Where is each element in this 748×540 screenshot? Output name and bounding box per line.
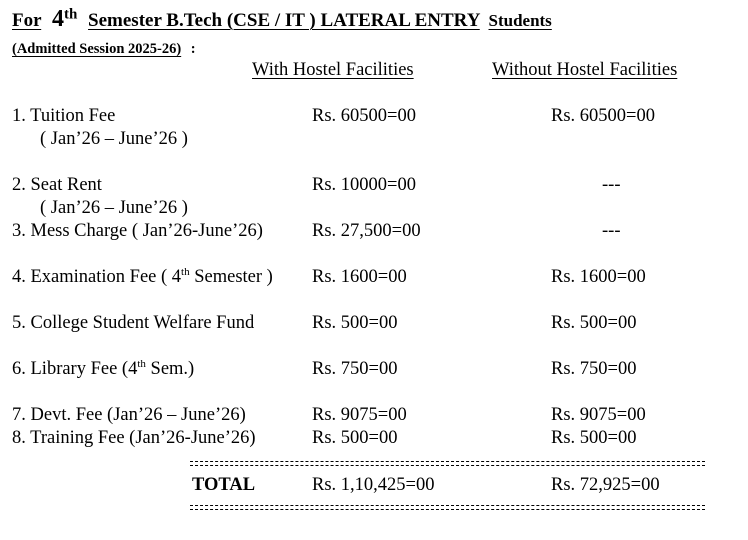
divider-bottom — [190, 505, 705, 506]
fee-label-mess: 3. Mess Charge ( Jan’26-June’26) — [12, 221, 263, 241]
fee-with-library: Rs. 750=00 — [312, 359, 398, 379]
title-prefix: For — [12, 10, 42, 31]
fee-label-exam-post: Semester ) — [189, 267, 273, 287]
title-suffix: Students — [488, 11, 552, 30]
title-main: Semester B.Tech (CSE / IT ) LATERAL ENTRY — [88, 10, 480, 31]
fee-with-devt: Rs. 9075=00 — [312, 405, 407, 425]
session-line — [12, 40, 196, 58]
fee-label-library-sup: th — [137, 357, 146, 370]
fee-without-training: Rs. 500=00 — [551, 428, 637, 448]
fee-without-exam: Rs. 1600=00 — [551, 267, 646, 287]
fee-without-mess: --- — [602, 221, 621, 241]
fee-label-tuition: 1. Tuition Fee — [12, 106, 116, 126]
fee-with-welfare: Rs. 500=00 — [312, 313, 398, 333]
fee-sub-seat-rent: ( Jan’26 – June’26 ) — [40, 198, 188, 218]
fee-without-tuition: Rs. 60500=00 — [551, 106, 655, 126]
total-without: Rs. 72,925=00 — [551, 475, 660, 495]
divider-bottom-2 — [190, 509, 705, 510]
fee-sub-tuition: ( Jan’26 – June’26 ) — [40, 129, 188, 149]
column-without-hostel: Without Hostel Facilities — [492, 60, 678, 80]
divider-top — [190, 461, 705, 462]
fee-label-library-post: Sem.) — [145, 359, 195, 379]
fee-label-library-pre: 6. Library Fee (4 — [12, 359, 138, 379]
fee-label-devt: 7. Devt. Fee (Jan’26 – June’26) — [12, 405, 246, 425]
fee-label-welfare: 5. College Student Welfare Fund — [12, 313, 255, 333]
page-title — [12, 6, 552, 34]
fee-label-seat-rent: 2. Seat Rent — [12, 175, 102, 195]
total-with: Rs. 1,10,425=00 — [312, 475, 435, 495]
fee-with-seat-rent: Rs. 10000=00 — [312, 175, 416, 195]
fee-label-library — [12, 358, 194, 380]
fee-without-welfare: Rs. 500=00 — [551, 313, 637, 333]
fee-without-seat-rent: --- — [602, 175, 621, 195]
fee-with-training: Rs. 500=00 — [312, 428, 398, 448]
fee-label-exam-sup: th — [181, 265, 190, 278]
fee-label-training: 8. Training Fee (Jan’26-June’26) — [12, 428, 256, 448]
semester-number: 4 — [51, 6, 64, 32]
fee-without-library: Rs. 750=00 — [551, 359, 637, 379]
fee-with-tuition: Rs. 60500=00 — [312, 106, 416, 126]
total-label: TOTAL — [192, 475, 256, 495]
fee-with-exam: Rs. 1600=00 — [312, 267, 407, 287]
session-colon: : — [190, 41, 196, 57]
semester-sup: th — [63, 6, 78, 23]
divider-top-2 — [190, 465, 705, 466]
column-with-hostel: With Hostel Facilities — [252, 60, 414, 80]
fee-without-devt: Rs. 9075=00 — [551, 405, 646, 425]
fee-label-exam-pre: 4. Examination Fee ( 4 — [12, 267, 182, 287]
fee-with-mess: Rs. 27,500=00 — [312, 221, 421, 241]
admitted-session: (Admitted Session 2025-26) — [12, 41, 182, 57]
fee-label-exam — [12, 266, 273, 288]
